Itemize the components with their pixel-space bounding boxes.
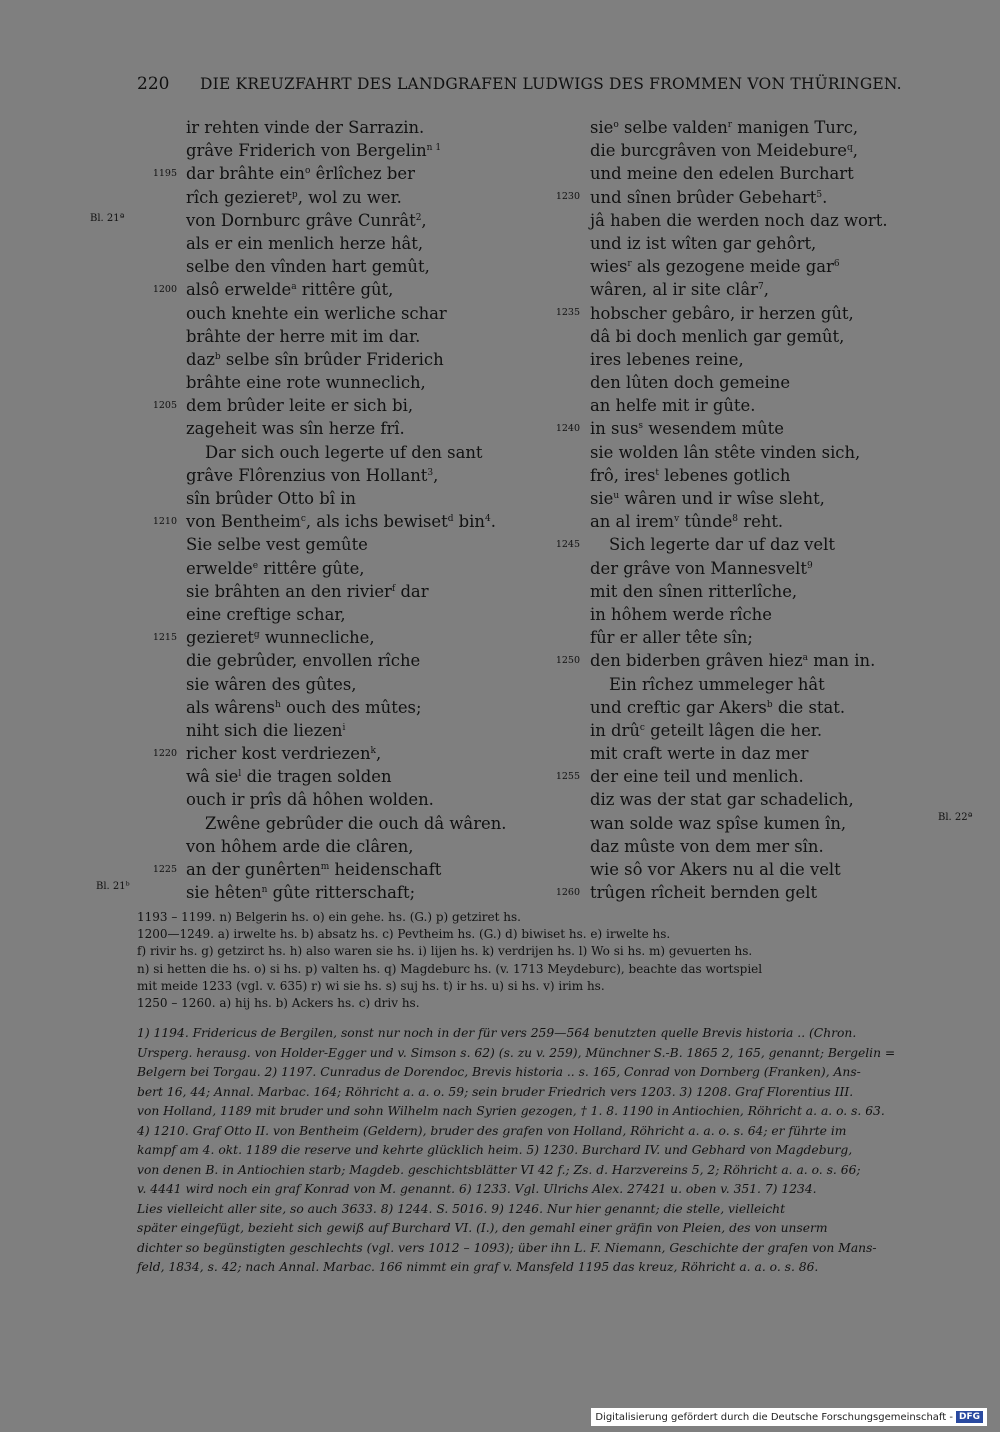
verse-line: in drû$^c$ geteilt lâgen die her. bbox=[590, 720, 823, 740]
apparatus-line: n) si hetten die hs. o) si hs. p) valten hs. q) Magdeburc hs. (v. 1713 Meydeburc), beachte das wortspiel bbox=[137, 961, 763, 976]
line-number: 1225 bbox=[152, 864, 177, 875]
verse-line: zageheit was sîn herze frî. bbox=[186, 419, 405, 439]
folio-reference: Bl. 22ª bbox=[938, 812, 973, 823]
verse-line: erwelde$^e$ rittêre gûte, bbox=[186, 558, 365, 578]
verse-line: daz mûste von dem mer sîn. bbox=[590, 836, 824, 856]
line-number: 1230 bbox=[555, 191, 580, 202]
verse-line: dar brâhte ein$^o$ êrlîchez ber bbox=[186, 164, 415, 184]
verse-line: ouch ir prîs dâ hôhen wolden. bbox=[186, 790, 434, 810]
footnote-line: Lies vielleicht aller site, so auch 3633. 8) 1244. S. 5016. 9) 1246. Nur hier genannt; die stelle, vielleicht bbox=[137, 1201, 786, 1216]
line-number: 1220 bbox=[152, 748, 177, 759]
verse-line: von Dornburc grâve Cunrât$^2$, bbox=[186, 210, 427, 230]
verse-line: von hôhem arde die clâren, bbox=[186, 836, 414, 856]
verse-line: an helfe mit ir gûte. bbox=[590, 396, 756, 416]
folio-reference: Bl. 21ᵇ bbox=[96, 881, 130, 892]
verse-line: dem brûder leite er sich bi, bbox=[186, 396, 414, 416]
verse-line: die burcgrâven von Meidebure$^q$, bbox=[590, 141, 858, 161]
verse-line: als er ein menlich herze hât, bbox=[186, 233, 424, 253]
verse-line: als wârens$^h$ ouch des mûtes; bbox=[186, 697, 422, 717]
verse-line: Sie selbe vest gemûte bbox=[186, 535, 368, 555]
footnotes bbox=[137, 1024, 937, 1278]
verse-line: niht sich die liezen$^i$ bbox=[186, 720, 346, 740]
verse-line: sie wâren des gûtes, bbox=[186, 674, 357, 694]
folio-reference: Bl. 21ª bbox=[90, 213, 125, 224]
verse-line: wâ sie$^l$ die tragen solden bbox=[186, 767, 392, 787]
verse-line: jâ haben die werden noch daz wort. bbox=[590, 210, 888, 230]
verse-line: sie hêten$^n$ gûte ritterschaft; bbox=[186, 883, 416, 903]
verse-line: brâhte eine rote wunneclich, bbox=[186, 373, 426, 393]
verse-line: richer kost verdriezen$^k$, bbox=[186, 744, 382, 764]
apparatus-line: f) rivir hs. g) getzirct hs. h) also waren sie hs. i) lijen hs. k) verdrijen hs. l) Wo si hs. m) gevuerten hs. bbox=[137, 944, 753, 959]
verse-line: mit den sînen ritterlîche, bbox=[590, 581, 798, 601]
verse-line: daz$^b$ selbe sîn brûder Friderich bbox=[186, 349, 444, 369]
footnote-line: bert 16, 44; Annal. Marbac. 164; Röhricht a. a. o. 59; sein bruder Friedrich vers 1203. 3) 1208. Graf Florentius III. bbox=[137, 1084, 854, 1099]
verse-line: der eine teil und menlich. bbox=[590, 767, 804, 787]
line-number: 1245 bbox=[555, 539, 580, 550]
verse-line: und sînen brûder Gebehart$^5$. bbox=[590, 187, 828, 207]
verse-line: sie brâhten an den rivier$^f$ dar bbox=[186, 581, 429, 601]
footnote-line: v. 4441 wird noch ein graf Konrad von M. genannt. 6) 1233. Vgl. Ulrichs Alex. 27421 u. oben v. 351. 7) 1234. bbox=[137, 1182, 817, 1196]
line-number: 1210 bbox=[152, 516, 177, 527]
verse-line: hobscher gebâro, ir herzen gût, bbox=[590, 303, 854, 323]
verse-line: der grâve von Mannesvelt$^9$ bbox=[590, 558, 813, 578]
apparatus-line: 1193 – 1199. n) Belgerin hs. o) ein gehe. hs. (G.) p) getziret hs. bbox=[137, 910, 521, 924]
verse-line: gezieret$^g$ wunnecliche, bbox=[186, 628, 375, 648]
verse-line: eine creftige schar, bbox=[186, 604, 346, 624]
verse-line: dâ bi doch menlich gar gemût, bbox=[590, 326, 845, 346]
verse-column-right bbox=[590, 116, 920, 904]
verse-line: ouch knehte ein werliche schar bbox=[186, 303, 447, 323]
verse-line: wan solde waz spîse kumen în, bbox=[590, 813, 847, 833]
line-number: 1235 bbox=[555, 307, 580, 318]
verse-line: Zwêne gebrûder die ouch dâ wâren. bbox=[205, 813, 507, 833]
footnote-line: kampf am 4. okt. 1189 die reserve und kehrte glücklich heim. 5) 1230. Burchard IV. und Gebhard von Magdeburg, bbox=[137, 1143, 853, 1157]
funding-text: Digitalisierung gefördert durch die Deutsche Forschungsgemeinschaft - bbox=[595, 1411, 953, 1423]
line-number: 1250 bbox=[555, 655, 580, 666]
verse-line: von Bentheim$^c$, als ichs bewiset$^d$ bin$^4$. bbox=[186, 512, 496, 532]
verse-line: und iz ist wîten gar gehôrt, bbox=[590, 233, 817, 253]
verse-line: an der gunêrten$^m$ heidenschaft bbox=[186, 860, 442, 879]
verse-line: frô, ires$^t$ lebenes gotlich bbox=[590, 465, 791, 485]
line-number: 1205 bbox=[152, 400, 177, 411]
verse-line: sie wolden lân stête vinden sich, bbox=[590, 442, 861, 462]
running-title: DIE KREUZFAHRT DES LANDGRAFEN LUDWIGS DES FROMMEN VON THÜRINGEN. bbox=[200, 75, 902, 93]
line-number: 1200 bbox=[152, 284, 177, 295]
funding-footer bbox=[591, 1408, 987, 1426]
verse-column-left bbox=[186, 116, 546, 904]
footnote-line: feld, 1834, s. 42; nach Annal. Marbac. 166 nimmt ein graf v. Mansfeld 1195 das kreuz, Röhricht a. a. o. s. 86. bbox=[137, 1260, 819, 1274]
verse-line: rîch gezieret$^p$, wol zu wer. bbox=[186, 187, 402, 207]
line-number: 1255 bbox=[555, 771, 580, 782]
footnote-line: von denen B. in Antiochien starb; Magdeb. geschichtsblätter VI 42 f.; Zs. d. Harzvereins 5, 2; Röhricht a. a. o. s. 66; bbox=[137, 1162, 861, 1177]
apparatus-line: 1200—1249. a) irwelte hs. b) absatz hs. c) Pevtheim hs. (G.) d) biwiset hs. e) irwelte hs. bbox=[137, 927, 671, 942]
page-number: 220 bbox=[137, 74, 170, 94]
verse-line: und meine den edelen Burchart bbox=[590, 164, 854, 184]
line-number: 1260 bbox=[555, 887, 580, 898]
verse-line: ires lebenes reine, bbox=[590, 349, 744, 369]
verse-line: an al irem$^v$ tûnde$^8$ reht. bbox=[590, 512, 784, 532]
verse-line: grâve Flôrenzius von Hollant$^3$, bbox=[186, 465, 439, 485]
verse-line: diz was der stat gar schadelich, bbox=[590, 790, 854, 810]
footnote-line: 1) 1194. Fridericus de Bergilen, sonst nur noch in der für vers 259—564 benutzten quelle Brevis historia .. (Chron. bbox=[137, 1026, 857, 1040]
verse-line: sîn brûder Otto bî in bbox=[186, 489, 356, 508]
verse-line: in hôhem werde rîche bbox=[590, 604, 772, 624]
footnote-line: Belgern bei Torgau. 2) 1197. Cunradus de Dorendoc, Brevis historia .. s. 165, Conrad von Dornberg (Franken), Ans- bbox=[137, 1065, 861, 1079]
verse-line: den lûten doch gemeine bbox=[590, 373, 791, 393]
page-header bbox=[137, 74, 902, 100]
footnote-line: von Holland, 1189 mit bruder und sohn Wilhelm nach Syrien gezogen, † 1. 8. 1190 in Antiochien, Röhricht a. a. o. s. 63. bbox=[137, 1104, 885, 1118]
verse-line: trûgen rîcheit bernden gelt bbox=[590, 883, 818, 903]
footnote-line: dichter so begünstigten geschlechts (vgl. vers 1012 – 1093); über ihn L. F. Niemann, Geschichte der grafen von Mans- bbox=[137, 1240, 877, 1255]
apparatus-line: mit meide 1233 (vgl. v. 635) r) wi sie hs. s) suj hs. t) ir hs. u) si hs. v) irim hs. bbox=[137, 978, 605, 993]
dfg-logo: DFG bbox=[956, 1411, 983, 1423]
verse-line: wies$^r$ als gezogene meide gar$^6$ bbox=[590, 257, 840, 277]
line-number: 1195 bbox=[152, 168, 177, 179]
verse-line: wâren, al ir site clâr$^7$, bbox=[590, 280, 769, 300]
line-number: 1240 bbox=[555, 423, 580, 434]
verse-line: die gebrûder, envollen rîche bbox=[186, 651, 421, 671]
verse-line: fûr er aller tête sîn; bbox=[590, 628, 753, 648]
verse-line: Sich legerte dar uf daz velt bbox=[609, 535, 835, 555]
line-number: 1215 bbox=[152, 632, 177, 643]
verse-line: sie$^o$ selbe valden$^r$ manigen Turc, bbox=[590, 118, 859, 137]
verse-line: den biderben grâven hiez$^a$ man in. bbox=[590, 651, 876, 671]
verse-line: in sus$^s$ wesendem mûte bbox=[590, 419, 784, 439]
verse-line: mit craft werte in daz mer bbox=[590, 744, 809, 764]
verse-line: brâhte der herre mit im dar. bbox=[186, 326, 421, 346]
footnote-line: später eingefügt, bezieht sich gewiß auf Burchard VI. (I.), den gemahl einer gräfin von Pleien, des von unserm bbox=[137, 1221, 828, 1235]
verse-line: selbe den vînden hart gemût, bbox=[186, 257, 430, 277]
verse-line: ir rehten vinde der Sarrazin. bbox=[186, 118, 425, 137]
footnote-line: 4) 1210. Graf Otto II. von Bentheim (Geldern), bruder des grafen von Holland, Röhricht a. a. o. s. 64; er führte im bbox=[137, 1123, 847, 1138]
verse-line: Ein rîchez ummeleger hât bbox=[609, 674, 825, 694]
apparatus-line: 1250 – 1260. a) hij hs. b) Ackers hs. c) driv hs. bbox=[137, 996, 420, 1011]
verse-line: sie$^u$ wâren und ir wîse sleht, bbox=[590, 489, 825, 508]
verse-line: und creftic gar Akers$^b$ die stat. bbox=[590, 697, 846, 717]
verse-line: Dar sich ouch legerte uf den sant bbox=[205, 442, 483, 462]
footnote-line: Ursperg. herausg. von Holder-Egger und v. Simson s. 62) (s. zu v. 259), Münchner S.-B. 1865 2, 165, genannt; Bergelin = bbox=[137, 1045, 896, 1060]
verse-line: grâve Friderich von Bergelin$^{n 1}$ bbox=[186, 141, 442, 161]
verse-line: alsô erwelde$^a$ rittêre gût, bbox=[186, 280, 394, 300]
verse-line: wie sô vor Akers nu al die velt bbox=[590, 860, 841, 879]
critical-apparatus bbox=[137, 909, 937, 1012]
